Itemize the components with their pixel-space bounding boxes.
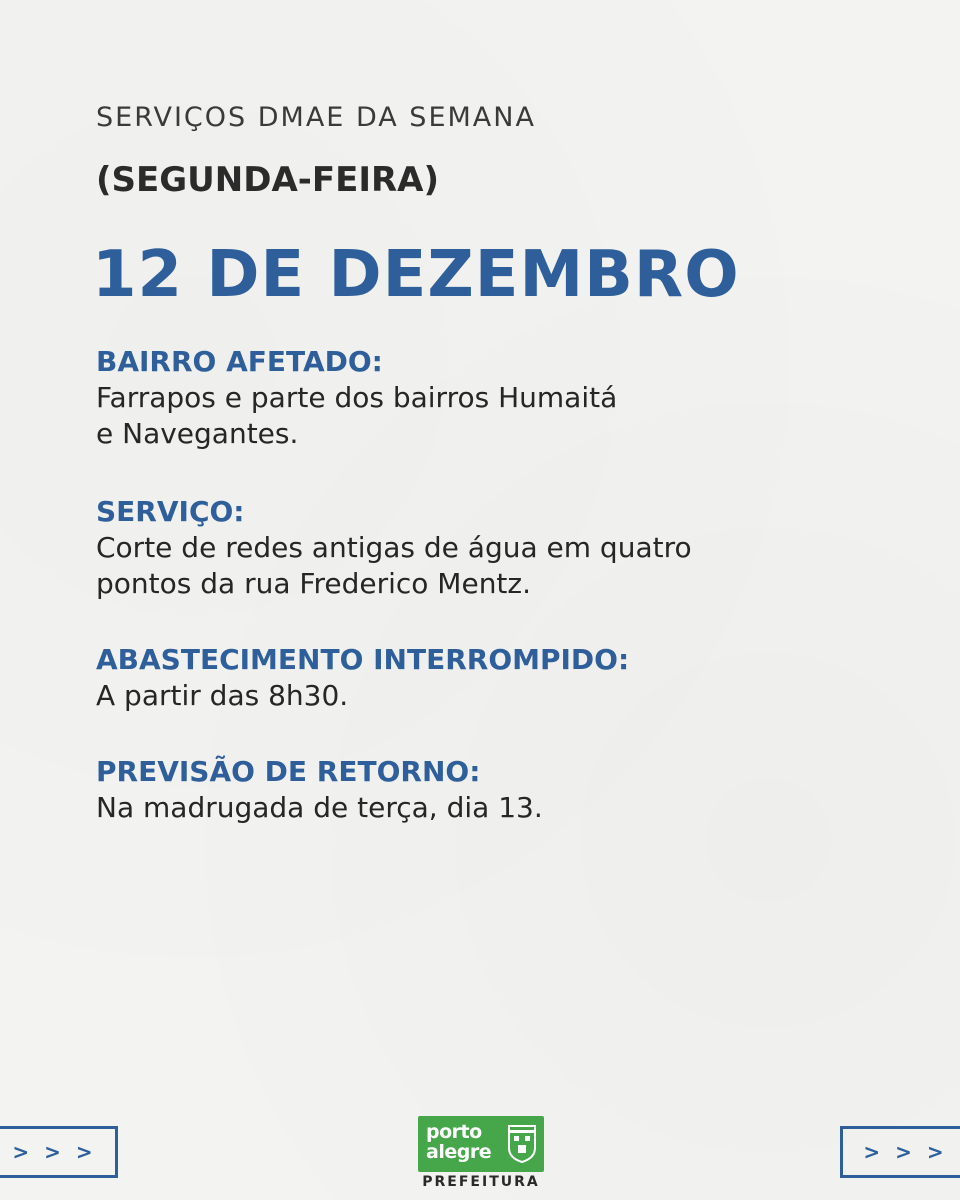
logo-badge (418, 1116, 544, 1172)
section-service (96, 494, 886, 602)
logo-word-porto: porto (426, 1121, 482, 1143)
logo-word-alegre: alegre (426, 1141, 492, 1163)
date-heading: 12 DE DEZEMBRO (92, 238, 740, 312)
city-crest-icon (506, 1122, 538, 1164)
logo-subtitle: PREFEITURA (422, 1174, 540, 1190)
section-label: BAIRRO AFETADO: (96, 345, 383, 378)
section-label: SERVIÇO: (96, 495, 245, 528)
previous-slide-button[interactable]: > > > (0, 1126, 118, 1178)
section-label: ABASTECIMENTO INTERROMPIDO: (96, 643, 630, 676)
section-text: Corte de redes antigas de água em quatro pontos da rua Frederico Mentz. (96, 531, 692, 600)
section-text: Na madrugada de terça, dia 13. (96, 791, 543, 824)
section-supply-interrupted (96, 642, 886, 714)
weekday-heading: (SEGUNDA-FEIRA) (96, 160, 440, 200)
next-slide-button[interactable]: > > > (840, 1126, 960, 1178)
section-text: Farrapos e parte dos bairros Humaitá e Navegantes. (96, 381, 618, 450)
section-text: A partir das 8h30. (96, 679, 349, 712)
kicker-title: SERVIÇOS DMAE DA SEMANA (96, 102, 536, 133)
prefeitura-logo (416, 1116, 544, 1192)
section-return-forecast (96, 754, 886, 826)
section-label: PREVISÃO DE RETORNO: (96, 755, 481, 788)
section-affected-neighborhood (96, 344, 886, 452)
